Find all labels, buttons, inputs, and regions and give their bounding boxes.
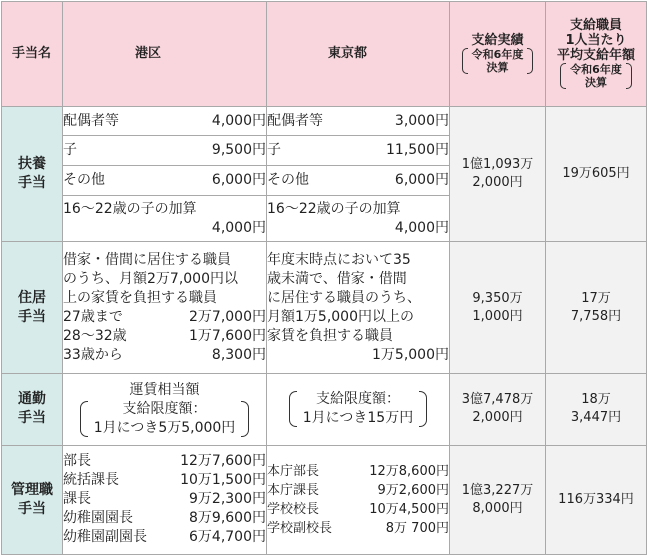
header-payment	[450, 2, 546, 107]
jukyo-average-line2: 7,758円	[570, 308, 622, 324]
header-average-line2: 1人当たり	[565, 32, 627, 48]
jukyo-tokyo-text-5: 家賃を負担する職員	[267, 327, 393, 344]
kanri-tokyo-amount-4: 8万 700円	[385, 520, 449, 536]
kanri-minato-item	[63, 528, 266, 547]
fuyo-minato-child-amount: 9,500円	[211, 142, 266, 159]
fuyo-minato-child-name: 子	[63, 142, 77, 159]
kanri-average: 116万334円	[546, 445, 647, 554]
fuyo-average: 19万605円	[546, 106, 647, 241]
fuyo-minato-addition-label: 16～22歳の子の加算	[63, 200, 197, 217]
tsukin-tokyo-limit-label: 支給限度額：	[315, 391, 400, 408]
kanri-tokyo-item	[267, 481, 449, 500]
fuyo-payment	[450, 106, 546, 241]
header-row	[2, 2, 647, 107]
tsukin-payment-line1: 3億7,478万	[461, 392, 534, 408]
jukyo-label2: 手当	[18, 308, 46, 325]
kanri-minato-amount-2: 10万1,500円	[180, 472, 266, 489]
fuyo-tokyo-other-amount: 6,000円	[394, 172, 449, 189]
kanri-tokyo-amount-2: 9万2,600円	[377, 482, 449, 498]
tsukin-minato	[63, 374, 267, 446]
tsukin-row	[2, 374, 647, 446]
header-average-sub1: 令和6年度	[570, 62, 622, 76]
jukyo-minato-amount1: 2万7,000円	[189, 308, 266, 325]
jukyo-tokyo-text-3: に居住する職員のうち、	[267, 289, 421, 306]
kanri-tokyo-name-3: 学校校長	[267, 501, 320, 517]
kanri-minato-name-4: 幼稚園園長	[63, 510, 133, 527]
kanri-payment-line1: 1億3,227万	[461, 482, 534, 498]
tsukin-tokyo-limit	[289, 390, 427, 428]
fuyo-tokyo-child-name: 子	[267, 142, 281, 159]
kanri-minato-amount-1: 12万7,600円	[180, 453, 266, 470]
jukyo-average	[546, 242, 647, 374]
fuyo-tokyo-addition-label: 16～22歳の子の加算	[267, 200, 401, 217]
tsukin-average-line1: 18万	[581, 392, 611, 408]
fuyo-payment-line2: 2,000円	[472, 175, 523, 191]
tsukin-average-line2: 3,447円	[570, 410, 622, 426]
kanri-row	[2, 445, 647, 554]
fuyo-minato-child	[63, 136, 267, 166]
tsukin-payment	[450, 374, 546, 446]
fuyo-payment-line1: 1億1,093万	[461, 157, 534, 173]
fuyo-minato-spouse	[63, 106, 267, 135]
fuyo-minato-addition-amount: 4,000円	[211, 219, 266, 236]
kanri-tokyo-item	[267, 519, 449, 538]
jukyo-minato-age1: 27歳まで	[63, 308, 123, 325]
header-payment-title: 支給実績	[471, 32, 524, 48]
jukyo-label1: 住居	[18, 289, 46, 306]
kanri-tokyo-name-2: 本庁課長	[267, 482, 320, 498]
tsukin-label1: 通勤	[18, 391, 46, 408]
jukyo-tokyo-amount: 1万5,000円	[372, 346, 449, 363]
fuyo-tokyo-other	[267, 166, 450, 196]
fuyo-minato-other-name: その他	[63, 172, 105, 189]
fuyo-minato-spouse-amount: 4,000円	[211, 112, 266, 129]
kanri-tokyo-amount-1: 12万8,600円	[369, 463, 449, 479]
jukyo-minato-age3: 33歳から	[63, 346, 123, 363]
jukyo-minato-age2: 28～32歳	[63, 327, 127, 344]
tsukin-minato-title: 運賃相当額	[129, 381, 200, 398]
kanri-payment	[450, 445, 546, 554]
jukyo-average-line1: 17万	[581, 290, 611, 306]
header-payment-sub2: 決算	[486, 60, 509, 74]
fuyo-minato-other	[63, 166, 267, 196]
jukyo-minato	[63, 242, 267, 374]
jukyo-row	[2, 242, 647, 374]
header-minato-label: 港区	[135, 46, 162, 62]
jukyo-minato-amount2: 1万7,600円	[189, 327, 266, 344]
fuyo-tokyo-addition	[267, 196, 450, 242]
tsukin-category	[2, 374, 63, 446]
kanri-minato-name-1: 部長	[63, 453, 91, 470]
kanri-tokyo-name-1: 本庁部長	[267, 463, 320, 479]
kanri-minato-name-5: 幼稚園副園長	[63, 529, 147, 546]
kanri-minato-amount-3: 9万2,300円	[189, 491, 266, 508]
header-payment-note	[462, 48, 534, 74]
header-category: 手当名	[2, 2, 63, 107]
jukyo-minato-text-1: 借家・借間に居住する職員	[63, 251, 231, 268]
allowance-comparison-table	[1, 1, 647, 555]
fuyo-tokyo-other-name: その他	[267, 172, 309, 189]
header-average-note	[560, 63, 632, 89]
kanri-category	[2, 445, 63, 554]
header-average-sub2: 決算	[585, 75, 607, 89]
fuyo-tokyo-addition-amount: 4,000円	[394, 219, 449, 236]
kanri-minato	[63, 445, 267, 554]
kanri-label1: 管理職	[11, 481, 53, 498]
jukyo-minato-text-2: のうち、月額2万7,000円以	[63, 270, 238, 287]
kanri-tokyo	[267, 445, 450, 554]
header-tokyo-label: 東京都	[328, 46, 368, 62]
header-payment-sub1: 令和6年度	[471, 47, 524, 61]
tsukin-label2: 手当	[18, 410, 46, 427]
header-minato	[63, 2, 267, 107]
tsukin-minato-limit	[80, 400, 250, 438]
fuyo-tokyo-spouse-name: 配偶者等	[267, 112, 323, 129]
kanri-minato-item	[63, 490, 266, 509]
kanri-minato-name-2: 統括課長	[63, 472, 119, 489]
fuyo-row-1	[2, 106, 647, 135]
jukyo-tokyo-text-4: 月額1万5,000円以上の	[267, 308, 414, 325]
header-average	[546, 2, 647, 107]
jukyo-payment-line1: 9,350万	[472, 290, 523, 306]
jukyo-payment-line2: 1,000円	[472, 308, 523, 324]
kanri-tokyo-item	[267, 462, 449, 481]
fuyo-tokyo-child-amount: 11,500円	[386, 142, 449, 159]
fuyo-minato-spouse-name: 配偶者等	[63, 112, 119, 129]
fuyo-label1: 扶養	[18, 156, 46, 173]
jukyo-tokyo-text-2: 歳未満で、借家・借間	[267, 270, 407, 287]
fuyo-tokyo-spouse	[267, 106, 450, 135]
tsukin-minato-limit-amount: 1月につき5万5,000円	[93, 419, 236, 436]
tsukin-average	[546, 374, 647, 446]
kanri-minato-amount-4: 8万9,600円	[189, 510, 266, 527]
kanri-minato-item	[63, 509, 266, 528]
tsukin-minato-limit-label: 支給限度額：	[122, 400, 207, 417]
kanri-payment-line2: 8,000円	[472, 500, 523, 516]
kanri-minato-amount-5: 6万4,700円	[189, 529, 266, 546]
fuyo-minato-other-amount: 6,000円	[211, 172, 266, 189]
fuyo-tokyo-spouse-amount: 3,000円	[394, 112, 449, 129]
jukyo-tokyo	[267, 242, 450, 374]
header-average-line1: 支給職員	[569, 17, 622, 33]
tsukin-tokyo	[267, 374, 450, 446]
kanri-minato-item	[63, 452, 266, 471]
fuyo-label2: 手当	[18, 175, 46, 192]
kanri-tokyo-amount-3: 10万4,500円	[369, 501, 449, 517]
jukyo-minato-text-3: 上の家賃を負担する職員	[63, 289, 217, 306]
tsukin-tokyo-limit-amount: 1月につき15万円	[302, 410, 414, 427]
fuyo-category	[2, 106, 63, 241]
jukyo-payment	[450, 242, 546, 374]
fuyo-minato-addition	[63, 196, 267, 242]
jukyo-minato-amount3: 8,300円	[211, 346, 266, 363]
kanri-label2: 手当	[18, 500, 46, 517]
kanri-tokyo-name-4: 学校副校長	[267, 520, 333, 536]
fuyo-tokyo-child	[267, 136, 450, 166]
kanri-minato-item	[63, 471, 266, 490]
kanri-minato-name-3: 課長	[63, 491, 91, 508]
kanri-tokyo-item	[267, 500, 449, 519]
jukyo-category	[2, 242, 63, 374]
tsukin-payment-line2: 2,000円	[472, 410, 523, 426]
jukyo-tokyo-text-1: 年度末時点において35	[267, 251, 411, 268]
header-average-line3: 平均支給年額	[556, 47, 635, 63]
header-tokyo	[267, 2, 450, 107]
